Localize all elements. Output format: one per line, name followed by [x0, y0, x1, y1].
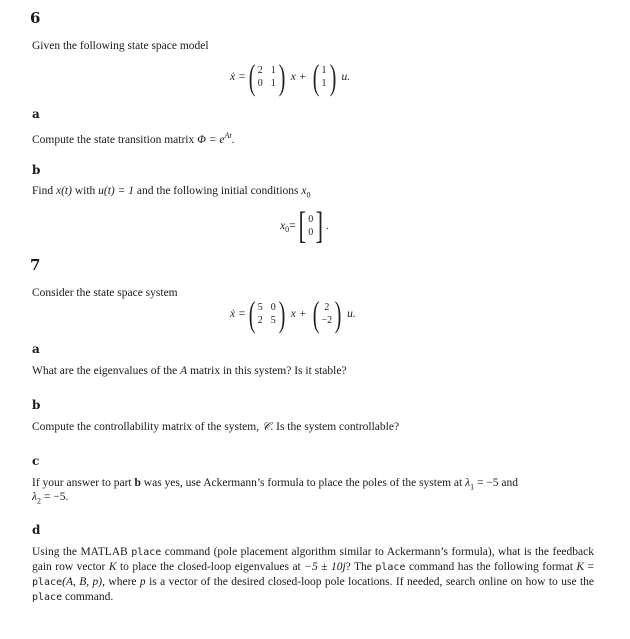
p7d-s6: , where: [102, 576, 140, 588]
eq6-matrix-b: [322, 64, 327, 90]
p7a-math: A: [180, 365, 188, 377]
ic-lhs: x: [280, 220, 286, 232]
eq7-b2: −2: [321, 315, 333, 326]
p6b-mid1: with: [71, 185, 99, 197]
eq7-matrix-a: [258, 301, 276, 327]
p7a-post: matrix in this system? Is it stable?: [187, 365, 347, 377]
p7c-bold: b: [134, 477, 141, 489]
p7b-pre: Compute the controllability matrix of the system,: [32, 421, 262, 433]
p7-part-b-text: [32, 421, 399, 434]
p7c-eq2: = −5.: [40, 491, 69, 503]
p7c-mid: was yes, use Ackermann’s formula to place the poles of the system at: [140, 477, 466, 489]
eq7-a21: 2: [257, 315, 263, 326]
eq6-a21: 0: [257, 78, 263, 89]
p7d-math-k: K: [108, 561, 117, 573]
p6-initial-conditions: x $_0$ = [ 0 0 ] .: [280, 205, 329, 247]
p7-part-a-label: a: [32, 342, 40, 356]
p7d-math-p: p: [139, 576, 146, 588]
p6a-sup: At: [224, 131, 232, 140]
p6-part-b-text: [32, 185, 311, 201]
p7d-eq: =: [584, 561, 594, 573]
p7d-code1: place: [131, 547, 162, 558]
p7d-math-poles: −5 ± 10j: [304, 561, 346, 573]
p7c-math2: λ: [32, 491, 37, 503]
eq6-u: u.: [341, 71, 351, 83]
ic-end: .: [325, 220, 329, 232]
ic-eq: =: [289, 220, 296, 232]
p7-part-c-line1: [32, 477, 518, 493]
eq6-a22: 1: [270, 78, 276, 89]
problem-7-number: 7: [30, 256, 41, 274]
eq7-a22: 5: [270, 315, 276, 326]
eq7-matrix-b: [322, 301, 333, 327]
eq6-a11: 2: [257, 65, 263, 76]
p7c-eq1: = −5 and: [474, 477, 519, 489]
eq6-b2: 1: [321, 78, 327, 89]
p7-part-b-label: b: [32, 398, 41, 412]
p6b-math2: u(t) = 1: [98, 185, 135, 197]
eq7-u: u.: [347, 308, 356, 320]
eq7-a11: 5: [257, 302, 263, 313]
p7d-args: (A, B, p): [62, 576, 103, 588]
p7c-math1: λ: [465, 477, 471, 489]
ic-sub: 0: [285, 224, 290, 234]
p7c-sub1: 1: [470, 482, 475, 492]
p6-part-b-label: b: [32, 163, 41, 177]
problem-7-state-equation: ẋ = ( 5 0 2 5 ) x + ( 2 −2 ) u.: [230, 294, 356, 334]
ic-v2: 0: [308, 227, 314, 238]
p7d-s7: is a vector of the desired closed-loop pole locations. If needed, search online on how to use the: [145, 576, 595, 588]
p7d-code4: place: [32, 592, 63, 603]
eq7-a12: 0: [270, 302, 276, 313]
problem-6-number: 6: [30, 9, 41, 27]
p7d-s3: to place the closed-loop eigenvalues at: [116, 561, 305, 573]
eq6-b1: 1: [321, 65, 327, 76]
p7d-s8: command.: [62, 591, 114, 603]
p7d-math-k2: K: [576, 561, 585, 573]
p6b-sub3: 0: [306, 190, 311, 200]
p6-part-a-label: a: [32, 107, 40, 121]
problem-7-intro: Consider the state space system: [32, 287, 178, 299]
eq7-mid: x +: [290, 308, 307, 320]
ic-v1: 0: [308, 214, 314, 225]
problem-6-intro: Given the following state space model: [32, 40, 209, 52]
p6a-math: Φ = e: [197, 133, 225, 146]
p7a-pre: What are the eigenvalues of the: [32, 365, 181, 377]
p7-part-c-label: c: [32, 454, 40, 468]
p7-part-c-line2: [32, 491, 68, 507]
p6a-pre: Compute the state transition matrix: [32, 133, 198, 146]
eq6-lhs: ẋ =: [230, 71, 246, 83]
p6-part-a-text: [32, 129, 234, 147]
eq6-matrix-a: [258, 64, 276, 90]
p7c-sub2: 2: [36, 496, 41, 506]
p7d-code3: place: [32, 577, 63, 588]
p7d-s4: ? The: [345, 561, 376, 573]
p7d-s1: Using the MATLAB: [32, 546, 132, 558]
eq6-mid: x +: [290, 71, 307, 83]
problem-6-state-equation: ẋ = ( 2 1 0 1 ) x + ( 1 1 ) u.: [230, 57, 351, 97]
eq7-lhs: ẋ =: [230, 308, 246, 320]
p7b-math: 𝒞: [261, 421, 271, 433]
eq7-b1: 2: [324, 302, 330, 313]
p7-part-d-label: d: [32, 523, 41, 537]
p7d-s2: command (pole placement algorithm similar to Ackermann’s formula), what is the feedback gain row vector: [32, 546, 594, 573]
p6b-mid2: and the following initial conditions: [134, 185, 302, 197]
p7d-s5: command has the following format: [405, 561, 577, 573]
p7-part-d-text: [32, 545, 594, 605]
p6a-post: .: [231, 133, 235, 146]
eq6-a12: 1: [270, 65, 276, 76]
ic-vector: [308, 213, 313, 239]
p7d-code2: place: [375, 562, 406, 573]
p6b-math3: x: [301, 185, 307, 197]
p6b-pre: Find: [32, 185, 56, 197]
p6b-math1: x(t): [55, 185, 72, 197]
p7c-pre: If your answer to part: [32, 477, 135, 489]
p7-part-a-text: [32, 365, 347, 378]
p7b-post: . Is the system controllable?: [270, 421, 400, 433]
